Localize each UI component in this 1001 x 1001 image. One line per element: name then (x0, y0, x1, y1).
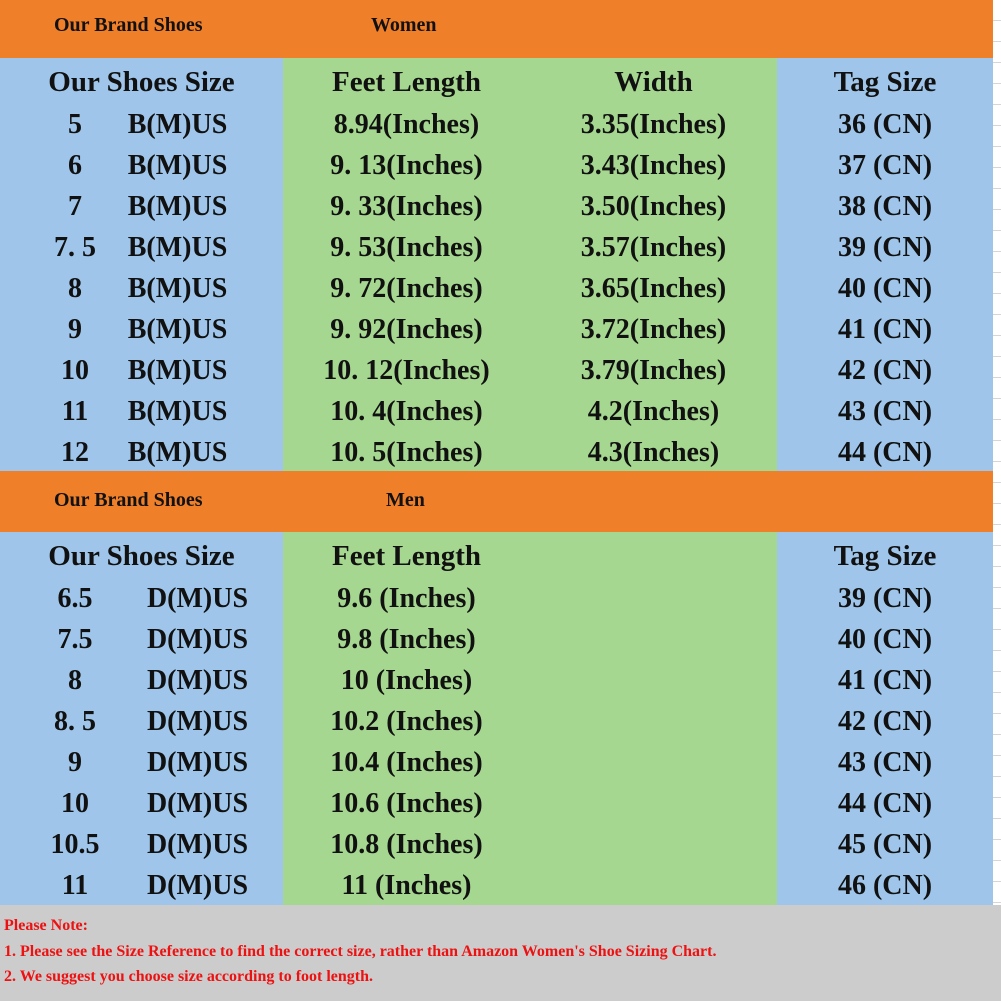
men-band (0, 471, 993, 532)
men-row-tag: 42 (CN) (837, 706, 933, 737)
men-row-size: 10.5 (50, 829, 100, 860)
women-row-type: B(M)US (127, 109, 228, 140)
men-row-type: D(M)US (146, 706, 249, 737)
women-row-width: 3.79(Inches) (580, 355, 727, 386)
women-row-tag: 40 (CN) (837, 273, 933, 304)
men-row-length: 10.6 (Inches) (330, 788, 483, 819)
women-row-length: 9. 13(Inches) (330, 150, 483, 181)
women-row-width: 3.65(Inches) (580, 273, 727, 304)
women-row-length: 8.94(Inches) (333, 109, 480, 140)
women-row-type: B(M)US (127, 232, 228, 263)
women-row-tag: 38 (CN) (837, 191, 933, 222)
women-band-gender: Women (371, 14, 437, 36)
women-band (0, 0, 993, 58)
women-row-length: 10. 4(Inches) (330, 396, 483, 427)
women-row-width: 3.50(Inches) (580, 191, 727, 222)
men-row-size: 10 (61, 788, 89, 819)
women-row-size: 8 (68, 273, 82, 304)
note-item: 1. Please see the Size Reference to find the correct size, rather than Amazon Women's Shoe Sizing Chart. (4, 943, 717, 960)
women-header-width: Width (614, 66, 693, 98)
note-title: Please Note: (4, 917, 88, 934)
men-row-tag: 39 (CN) (837, 583, 933, 614)
men-row-size: 6.5 (57, 583, 93, 614)
women-row-type: B(M)US (127, 150, 228, 181)
women-row-type: B(M)US (127, 437, 228, 468)
men-row-tag: 46 (CN) (837, 870, 933, 901)
men-row-type: D(M)US (146, 583, 249, 614)
men-header-length: Feet Length (332, 540, 481, 572)
women-row-tag: 39 (CN) (837, 232, 933, 263)
women-row-width: 3.57(Inches) (580, 232, 727, 263)
women-row-tag: 43 (CN) (837, 396, 933, 427)
men-row-size: 9 (68, 747, 82, 778)
men-row-length: 10.2 (Inches) (330, 706, 483, 737)
women-row-width: 3.43(Inches) (580, 150, 727, 181)
women-row-width: 3.72(Inches) (580, 314, 727, 345)
men-header-size: Our Shoes Size (48, 540, 235, 572)
men-band-gender: Men (386, 489, 425, 511)
men-row-tag: 45 (CN) (837, 829, 933, 860)
men-row-length: 10.8 (Inches) (330, 829, 483, 860)
women-row-tag: 41 (CN) (837, 314, 933, 345)
women-row-tag: 42 (CN) (837, 355, 933, 386)
women-row-size: 7. 5 (54, 232, 96, 263)
women-row-length: 10. 5(Inches) (330, 437, 483, 468)
men-row-tag: 41 (CN) (837, 665, 933, 696)
women-header-tag: Tag Size (833, 66, 937, 98)
women-row-size: 11 (61, 396, 89, 427)
men-row-type: D(M)US (146, 829, 249, 860)
men-row-length: 11 (Inches) (341, 870, 472, 901)
women-row-size: 6 (68, 150, 82, 181)
women-row-length: 10. 12(Inches) (323, 355, 490, 386)
women-row-tag: 44 (CN) (837, 437, 933, 468)
women-row-type: B(M)US (127, 355, 228, 386)
women-row-type: B(M)US (127, 191, 228, 222)
men-header-tag: Tag Size (833, 540, 937, 572)
women-row-type: B(M)US (127, 273, 228, 304)
women-row-tag: 36 (CN) (837, 109, 933, 140)
men-row-length: 10 (Inches) (340, 665, 473, 696)
note-item: 2. We suggest you choose size according to foot length. (4, 968, 374, 985)
women-row-type: B(M)US (127, 396, 228, 427)
women-row-size: 12 (61, 437, 89, 468)
women-header-length: Feet Length (332, 66, 481, 98)
spreadsheet-gridlines (993, 0, 1001, 1001)
men-row-size: 8. 5 (54, 706, 96, 737)
women-row-size: 7 (68, 191, 82, 222)
men-row-tag: 44 (CN) (837, 788, 933, 819)
men-row-type: D(M)US (146, 665, 249, 696)
men-row-length: 10.4 (Inches) (330, 747, 483, 778)
women-row-length: 9. 92(Inches) (330, 314, 483, 345)
women-row-size: 9 (68, 314, 82, 345)
women-row-length: 9. 72(Inches) (330, 273, 483, 304)
women-band-brand: Our Brand Shoes (54, 14, 203, 36)
women-row-tag: 37 (CN) (837, 150, 933, 181)
women-header-size: Our Shoes Size (48, 66, 235, 98)
women-row-size: 5 (68, 109, 82, 140)
women-row-width: 4.3(Inches) (587, 437, 720, 468)
women-row-width: 4.2(Inches) (587, 396, 720, 427)
men-row-tag: 40 (CN) (837, 624, 933, 655)
men-row-type: D(M)US (146, 870, 249, 901)
women-row-length: 9. 53(Inches) (330, 232, 483, 263)
women-row-type: B(M)US (127, 314, 228, 345)
women-row-width: 3.35(Inches) (580, 109, 727, 140)
women-row-size: 10 (61, 355, 89, 386)
men-row-length: 9.8 (Inches) (337, 624, 476, 655)
men-row-tag: 43 (CN) (837, 747, 933, 778)
men-row-type: D(M)US (146, 788, 249, 819)
men-row-type: D(M)US (146, 747, 249, 778)
men-row-length: 9.6 (Inches) (337, 583, 476, 614)
men-row-type: D(M)US (146, 624, 249, 655)
women-row-length: 9. 33(Inches) (330, 191, 483, 222)
men-row-size: 11 (61, 870, 89, 901)
notes-panel (0, 905, 1001, 1001)
men-row-size: 7.5 (57, 624, 93, 655)
men-band-brand: Our Brand Shoes (54, 489, 203, 511)
men-row-size: 8 (68, 665, 82, 696)
